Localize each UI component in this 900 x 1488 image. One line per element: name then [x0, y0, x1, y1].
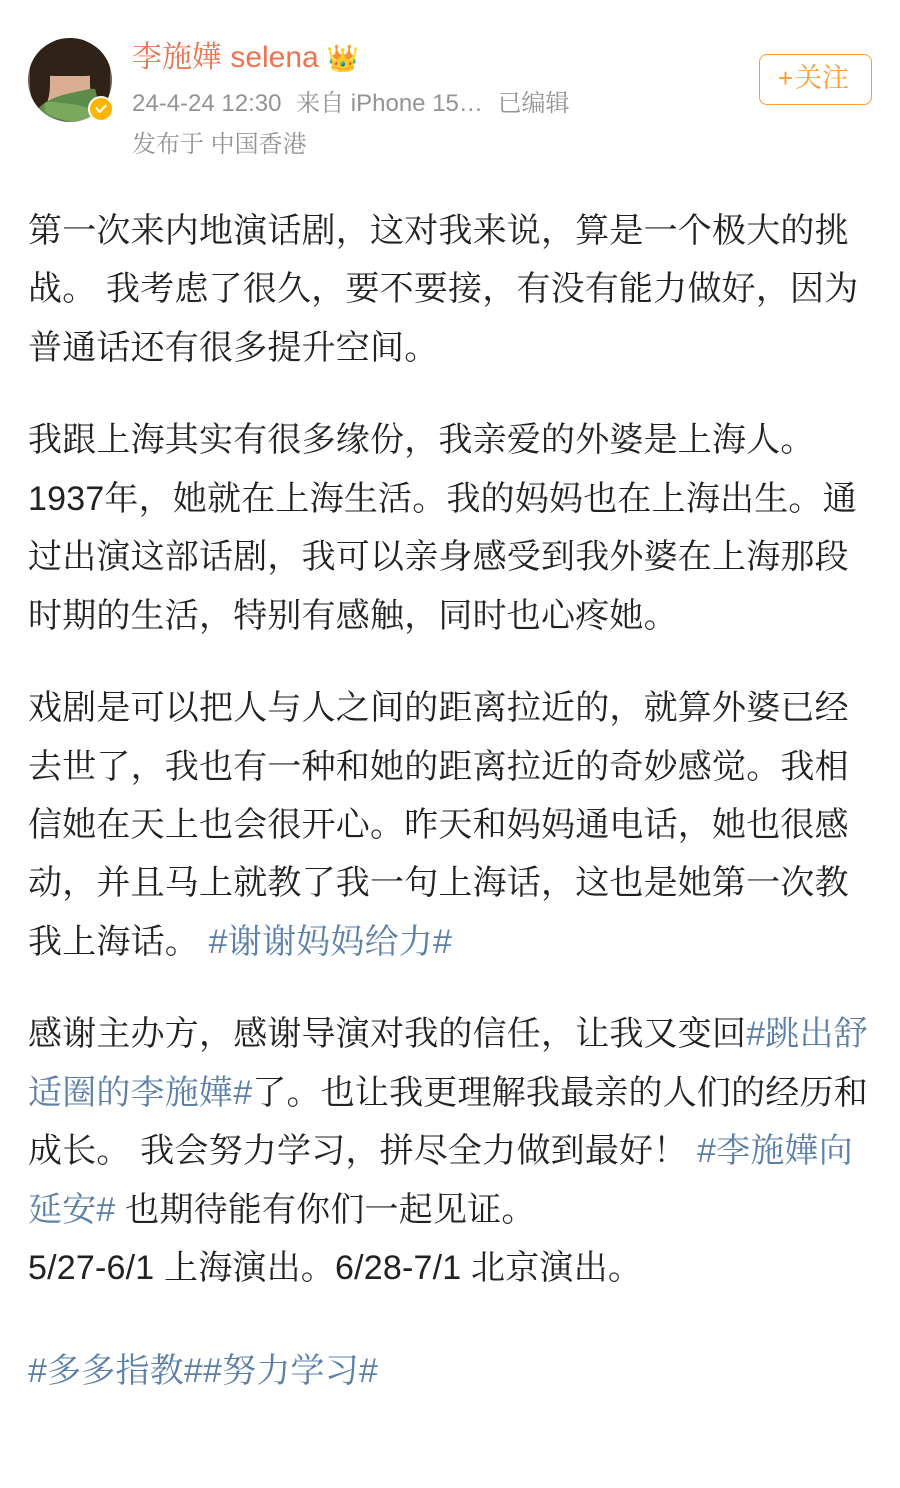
post-header: [28, 34, 872, 162]
avatar[interactable]: [28, 38, 112, 122]
post-body: [28, 202, 872, 1398]
paragraph-text: 感谢主办方，感谢导演对我的信任，让我又变回: [28, 1015, 747, 1054]
crown-icon: 👑: [326, 43, 360, 73]
verified-check-icon: [88, 96, 114, 122]
post-paragraphs: [28, 202, 872, 1298]
post-paragraph: [28, 1005, 872, 1297]
author-nickname[interactable]: 李施嬅 selena: [132, 41, 319, 74]
post-timestamp: 24-4-24 12:30: [132, 90, 282, 117]
plus-icon: +: [777, 63, 793, 93]
post-source[interactable]: 来自 iPhone 15…: [296, 90, 483, 117]
paragraph-text: 我跟上海其实有很多缘份，我亲爱的外婆是上海人。1937年，她就在上海生活。我的妈妈也在上海出生。通过出演这部话剧，我可以亲身感受到我外婆在上海那段时期的生活，特别有感触，同时也心疼她。: [28, 421, 857, 635]
post-hashtags-footer: [28, 1344, 872, 1398]
avatar-hair-left-shape: [30, 46, 50, 108]
meta-separator: [288, 90, 296, 117]
paragraph-text: 也期待能有你们一起见证。: [115, 1190, 536, 1229]
paragraph-text: 了。也让我更理解我最亲的人们的经历和成长。 我会努力学习，拼尽全力做到最好！: [28, 1073, 868, 1171]
hashtag-item[interactable]: #努力学习#: [203, 1351, 379, 1390]
paragraph-text: 5/27-6/1 上海演出。6/28-7/1 北京演出。: [28, 1249, 643, 1288]
paragraph-text: 戏剧是可以把人与人之间的距离拉近的，就算外婆已经去世了，我也有一种和她的距离拉近的奇妙感觉。我相信她在天上也会很开心。昨天和妈妈通电话，她也很感动，并且马上就教了我一句上海话，这也是她第一次教我上海话。: [28, 689, 849, 961]
post-paragraph: [28, 679, 872, 971]
hashtag-link[interactable]: #谢谢妈妈给力#: [208, 922, 453, 961]
hashtag-link[interactable]: #跳出舒适圈的李施嬅#: [28, 1015, 868, 1112]
hashtag-item[interactable]: #多多指教#: [28, 1351, 204, 1390]
edited-label: 已编辑: [497, 90, 570, 117]
post-paragraph: [28, 202, 872, 377]
meta-separator-2: [490, 90, 498, 117]
post-location: 发布于 中国香港: [132, 131, 307, 159]
post-paragraph: [28, 411, 872, 645]
follow-button[interactable]: [759, 54, 872, 105]
paragraph-text: 第一次来内地演话剧，这对我来说，算是一个极大的挑战。 我考虑了很久，要不要接，有没有能力做好，因为普通话还有很多提升空间。: [28, 211, 859, 367]
hashtag-link[interactable]: #李施嬅向延安#: [28, 1132, 854, 1229]
follow-button-label: 关注: [795, 63, 849, 93]
